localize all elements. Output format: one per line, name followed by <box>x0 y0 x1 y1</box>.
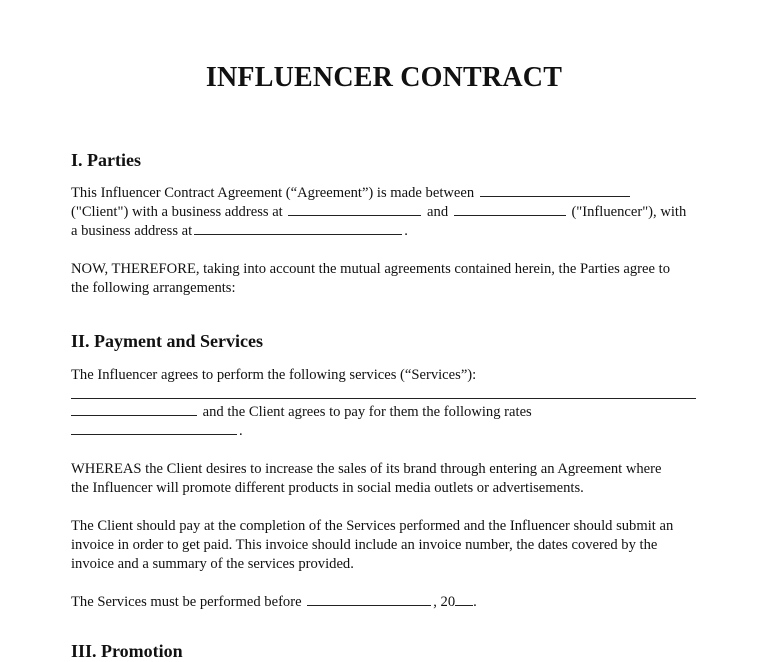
parties-text: ("Client") with a business address at <box>71 204 283 220</box>
services-rates-line <box>71 403 711 422</box>
blank-influencer-address[interactable] <box>194 222 402 235</box>
parties-text: a business address at <box>71 223 193 239</box>
blank-influencer-name[interactable] <box>454 203 566 216</box>
blank-services-line[interactable] <box>71 398 696 399</box>
blank-services-continued[interactable] <box>71 403 197 416</box>
document-title: INFLUENCER CONTRACT <box>205 62 563 93</box>
blank-client-address[interactable] <box>288 203 421 216</box>
deadline-period: . <box>473 594 477 610</box>
payment-line-3: invoice and a summary of the services provided. <box>71 556 354 572</box>
deadline-line <box>71 593 711 612</box>
parties-line-2 <box>71 203 711 222</box>
blank-client-name[interactable] <box>480 184 630 197</box>
parties-text: . <box>404 223 408 239</box>
rates-text: and the Client agrees to pay for them the following rates <box>202 404 532 420</box>
therefore-line-2: the following arrangements: <box>71 280 236 296</box>
whereas-line-2: the Influencer will promote different products in social media outlets or advertisements. <box>71 480 584 496</box>
therefore-line-1: NOW, THEREFORE, taking into account the mutual agreements contained herein, the Parties agree to <box>71 261 670 277</box>
blank-deadline-date[interactable] <box>307 593 431 606</box>
parties-text: ("Influencer"), with <box>571 204 687 220</box>
deadline-year-prefix: , 20 <box>433 594 456 610</box>
parties-text: and <box>427 204 449 220</box>
section-heading-payment: II. Payment and Services <box>71 331 263 351</box>
payment-line-1: The Client should pay at the completion of the Services performed and the Influencer should submit an <box>71 518 674 534</box>
parties-line-3 <box>71 222 711 241</box>
section-heading-parties: I. Parties <box>71 150 141 170</box>
blank-deadline-year[interactable] <box>455 593 473 606</box>
whereas-line-1: WHEREAS the Client desires to increase the sales of its brand through entering an Agreement where <box>71 461 662 477</box>
section-heading-promotion: III. Promotion <box>71 641 183 661</box>
services-intro: The Influencer agrees to perform the following services (“Services”): <box>71 367 477 383</box>
parties-text: This Influencer Contract Agreement (“Agreement”) is made between <box>71 185 475 201</box>
rates-blank-line <box>71 422 711 441</box>
payment-line-2: invoice in order to get paid. This invoice should include an invoice number, the dates covered by the <box>71 537 658 553</box>
deadline-text: The Services must be performed before <box>71 594 302 610</box>
rates-period: . <box>239 423 243 439</box>
parties-line-1 <box>71 184 711 203</box>
blank-rates[interactable] <box>71 422 237 435</box>
